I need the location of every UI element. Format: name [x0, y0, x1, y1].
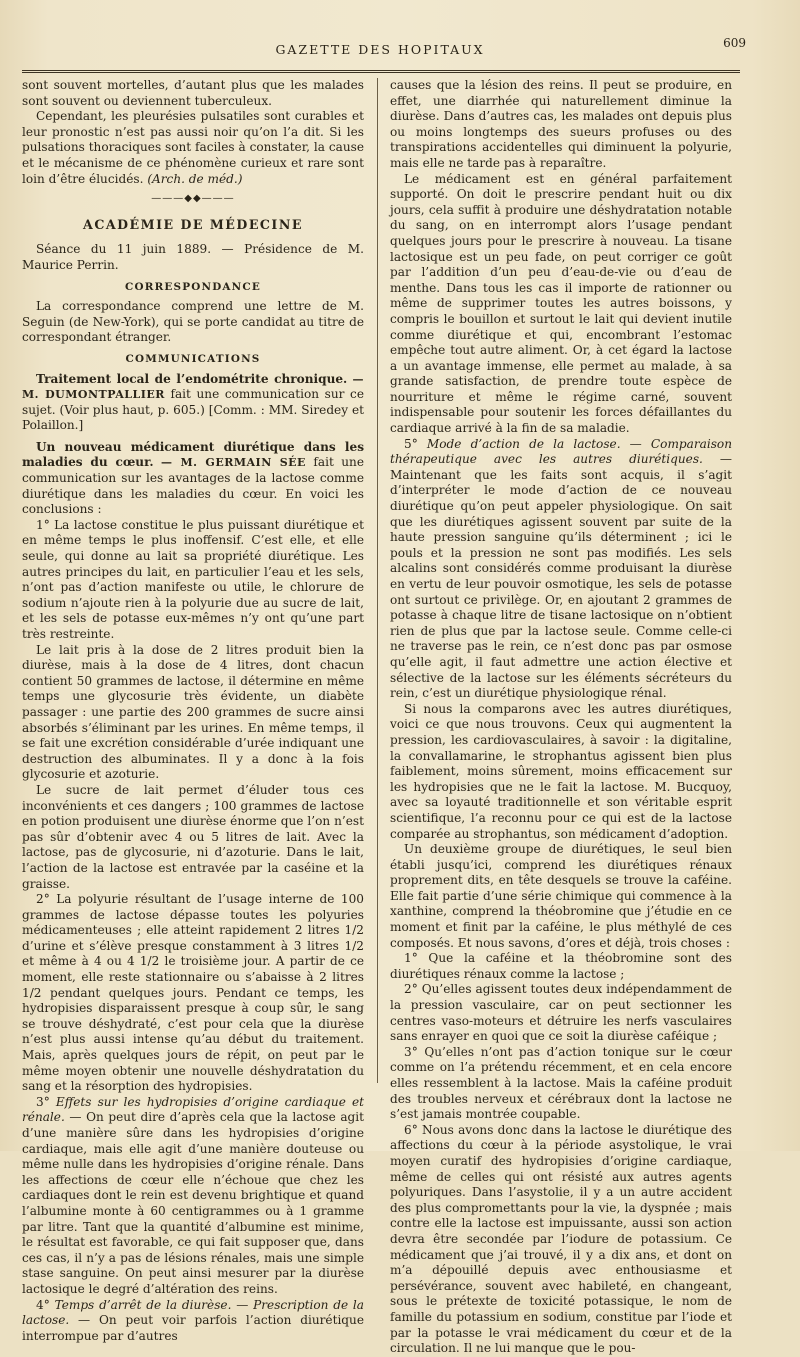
ordinal: 5° [404, 436, 427, 451]
conclusion-title: Mode d’action de la lactose. — Comparaison thérapeutique avec les autres diurétiques. [390, 436, 733, 467]
article-text: fait une communication sur les avantages de la lactose comme diurétique dans les maladies du cœur. En voici les conclusions : [22, 455, 364, 517]
article-author: — M. DUMONTPALLIER [22, 372, 364, 402]
paragraph: La correspondance comprend une lettre de M. Seguin (de New-York), qui se porte candidat au titre de correspondant étranger. [22, 299, 364, 345]
left-column [22, 78, 364, 1344]
paragraph: Le sucre de lait permet d’éluder tous ces inconvénients et ces dangers ; 100 grammes de lactose en potion produisent une diurèse énorme que l’on n’est pas sûr d’obtenir avec 4 ou 5 litres de lait. Avec la lactose, pas de glycosurie, ni d’azoturie. Dans le lait, l’action de la lactose est entravée par la caséine et la graisse. [22, 782, 364, 891]
article-title: Traitement local de l’endométrite chronique. [36, 371, 348, 386]
paragraph: Le médicament est en général parfaitement supporté. On doit le prescrire pendant huit ou dix jours, cela suffit à produire une déshydratation notable du sang, on en interrompt alors l’usage pendant quelques jours pour le prescrire à nouveau. La tisane lactosique est un peu fade, on peut corriger ce goût par l’addition d’un peu d’eau-de-vie ou d’eau de menthe. Dans tous les cas il importe de rationner ou même de supprimer toutes les autres boissons, y compris le bouillon et surtout le lait qui devient inutile comme diurétique et qui, encombrant l’estomac empêche tout autre aliment. Or, à cet égard la lactose a un avantage immense, elle permet au malade, à sa grande satisfaction, de prendre toute espèce de nourriture et même le régime carné, souvent indispensable pour soutenir les forces défaillantes du cardiaque arrivé à la fin de sa maladie. [390, 171, 732, 436]
conclusion-6: 6° Nous avons donc dans la lactose le diurétique des affections du cœur à la période asystolique, le vrai moyen curatif des hydropisies d’origine cardiaque, même de celles qui ont résisté aux autres agents polyuriques. Dans l’asystolie, il y a un autre accident des plus compromettants pour la vie, la dyspnée ; mais contre elle la lactose est impuissante, aussi son action devra être secondée par l’iodure de potassium. Ce médicament que j’ai trouvé, il y a dix ans, et dont on m’a dépouillé depuis avec enthousiasme et persévérance, souvent avec habileté, en changeant, sous le prétexte de toxicité potassique, le nom de famille du potassium en sodium, constitue par l’iode et par la potasse le vrai médicament du cœur et de la circulation. Il ne lui manque que le pou- [390, 1122, 732, 1356]
paragraph: sont souvent mortelles, d’autant plus que les malades sont souvent ou deviennent tuberculeux. [22, 78, 364, 108]
list-point: 3° Qu’elles n’ont pas d’action tonique sur le cœur comme on l’a prétendu récemment, et en cela encore elles ressemblent à la lactose. Mais la caféine produit des troubles nerveux et cérébraux dont la lactose ne s’est jamais montrée coupable. [390, 1044, 732, 1122]
paragraph: causes que la lésion des reins. Il peut se produire, en effet, une diarrhée qui naturellement diminue la diurèse. Dans d’autres cas, les malades ont depuis plus ou moins longtemps des sueurs profuses ou des transpirations accidentelles qui diminuent la polyurie, mais elle ne tarde pas à reparaître. [390, 78, 732, 170]
conclusion-text: — On peut voir parfois l’action diurétique interrompue par d’autres [22, 1313, 364, 1343]
ordinal: 4° [36, 1297, 55, 1312]
conclusion-4 [22, 1298, 364, 1345]
ordinal: 3° [36, 1094, 56, 1109]
conclusion-5 [390, 437, 732, 702]
paragraph-text: Cependant, les pleurésies pulsatiles sont curables et leur pronostic n’est pas aussi noir qu’on l’a dit. Si les pulsations thoraciques sont faciles à constater, la cause et le mécanisme de ce phénomène curieux et rare sont loin d’être élucidés. [22, 109, 364, 186]
conclusion-title: Effets sur les hydropisies d’origine cardiaque et rénale. [22, 1094, 364, 1125]
paragraph: Le lait pris à la dose de 2 litres produit bien la diurèse, mais à la dose de 4 litres, dont chacun contient 50 grammes de lactose, il détermine en même temps une glycosurie très évidente, un diabète passager : une partie des 200 grammes de sucre ainsi absorbés s’éliminant par les urines. En même temps, il se fait une excrétion considérable d’urée indiquant une destruction des albuminates. Il y a donc à la fois glycosurie et azoturie. [22, 642, 364, 782]
header-rule [22, 70, 740, 73]
conclusion-2: 2° La polyurie résultant de l’usage interne de 100 grammes de lactose dépasse toutes les polyuries médicamenteuses ; elle atteint rapidement 2 litres 1/2 d’urine et s’élève presque constamment à 3 litres 1/2 et même à 4 ou 4 1/2 le troisième jour. A partir de ce moment, elle reste stationnaire ou s’abaisse à 2 litres 1/2 pendant quelques jours. Pendant ce temps, les hydropisies disparaissent presque à coup sûr, le sang se trouve déshydraté, c’est pour cela que la diurèse n’est plus aussi intense qu’au début du traitement. Mais, après quelques jours de répit, on peut par le même moyen obtenir une nouvelle déshydratation du sang et la résorption des hydropisies. [22, 892, 364, 1094]
session-line: Séance du 11 juin 1889. — Présidence de M. Maurice Perrin. [22, 242, 364, 272]
article-title: Un nouveau médicament diurétique dans les maladies du cœur. [22, 439, 364, 470]
page-number: 609 [723, 36, 746, 50]
section-heading-academy: ACADÉMIE DE MÉDECINE [83, 216, 303, 232]
article-author: — M. GERMAIN SÉE [161, 456, 306, 470]
page-header [20, 36, 746, 60]
conclusion-3 [22, 1095, 364, 1298]
list-point: 1° Que la caféine et la théobromine sont des diurétiques rénaux comme la lactose ; [390, 951, 732, 981]
conclusion-text: — On peut dire d’après cela que la lactose agit d’une manière sûre dans les hydropisies d’origine cardiaque, mais elle agit d’une manière douteuse ou même nulle dans les hydropisies d’origine rénale. Dans les affections de cœur elle n’échoue que chez les cardiaques dont le rein est devenu brightique et quand l’albumine monte à 60 centigrammes ou à 1 gramme par litre. Tant que la quantité d’albumine est minime, le résultat est favorable, ce qui fait supposer que, dans ces cas, il n’y a pas de lésions rénales, mais une simple stase sanguine. On peut ainsi mesurer par la diurèse lactosique le degré d’altération des reins. [22, 1110, 364, 1296]
conclusion-title: Temps d’arrêt de la diurèse. — Prescription de la lactose. [22, 1297, 364, 1328]
paragraph: Un deuxième groupe de diurétiques, le seul bien établi jusqu’ici, comprend les diurétiques rénaux proprement dits, en tête desquels se trouve la caféine. Elle fait partie d’une série chimique qui commence à la xanthine, comprend la théobromine que j’étudie en ce moment et finit par la caféine, le plus méthylé de ces composés. Et nous savons, d’ores et déjà, trois choses : [390, 842, 732, 950]
column-divider [377, 78, 378, 1083]
subheading-communications: COMMUNICATIONS [125, 352, 261, 365]
list-point: 2° Qu’elles agissent toutes deux indépendamment de la pression vasculaire, car on peut sectionner les centres vaso-moteurs et détruire les nerfs vasculaires sans enrayer en quoi que ce soit la diurèse caféique ; [390, 982, 732, 1044]
article-endometrite [22, 372, 364, 434]
right-column [390, 78, 732, 1357]
conclusion-text: — Maintenant que les faits sont acquis, il s’agit d’interpréter le mode d’action de ce nouveau diurétique qu’on peut appeler physiologique. On sait que les diurétiques agissent souvent par suite de la haute pression sanguine qu’ils déterminent ; ici le pouls et la pression ne sont pas modifiés. Les sels alcalins sont considérés comme produisant la diurèse en vertu de leur pouvoir osmotique, les sels de potasse ont surtout ce privilège. Or, en ajoutant 2 grammes de potasse à chaque litre de tisane lactosique on n’obtient rien de plus que par la lactose seule. Comme celle-ci ne traverse pas le rein, ce n’est donc pas par osmose qu’elle agit, il faut admettre une action élective et sélective de la lactose sur les éléments sécréteurs du rein, c’est un diurétique physiologique rénal. [390, 452, 732, 701]
journal-title: GAZETTE DES HOPITAUX [275, 42, 485, 57]
citation: (Arch. de méd.) [147, 171, 243, 186]
paragraph: Si nous la comparons avec les autres diurétiques, voici ce que nous trouvons. Ceux qui augmentent la pression, les cardiovasculaires, à savoir : la digitaline, la convallamarine, le strophantus agissent bien plus faiblement, moins sûrement, moins efficacement sur les hydropisies que ne le fait la lactose. M. Bucquoy, avec sa loyauté traditionnelle et son véritable esprit scientifique, l’a reconnu pour ce qui est de la lactose comparée au strophantus, son médicament d’adoption. [390, 701, 732, 841]
article-diuretique [22, 440, 364, 518]
ornament-divider: ———◆◆——— [151, 193, 235, 205]
conclusion-1: 1° La lactose constitue le plus puissant diurétique et en même temps le plus inoffensif. C’est elle, et elle seule, qui donne au lait sa propriété diurétique. Les autres principes du lait, en particulier l’eau et les sels, n’ont pas d’action manifeste ou utile, le chlorure de sodium n’ajoute rien à la polyurie due au sucre de lait, et les sels de potasse eux-mêmes n’y ont qu’une part très restreinte. [22, 517, 364, 641]
subheading-correspondance: CORRESPONDANCE [125, 280, 261, 293]
article-text: fait une communication sur ce sujet. (Voir plus haut, p. 605.) [Comm. : MM. Siredey et Polaillon.] [22, 387, 364, 433]
paragraph [22, 109, 364, 187]
